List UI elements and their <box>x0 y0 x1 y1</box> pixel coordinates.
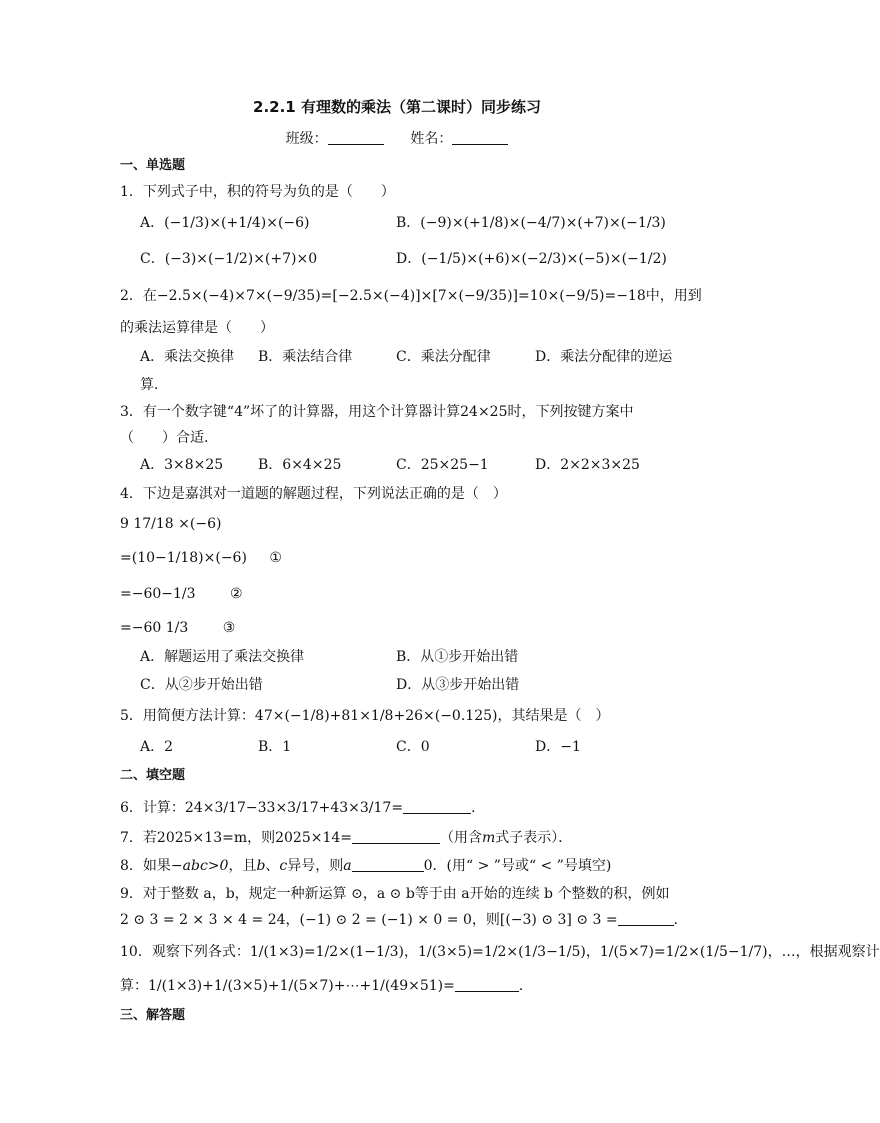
question-8 <box>120 856 611 876</box>
q1-option-a-prefix: A． <box>140 215 165 231</box>
q7-stem-b: ，则 <box>247 830 276 846</box>
q3-expression: 24×25 <box>460 404 508 420</box>
name-label: 姓名： <box>410 131 453 147</box>
q10-stem-b: ，…，根据观察计 <box>767 944 880 960</box>
q10-expression-1: 1/(1×3)=1/2×(1−1/3) <box>249 944 405 960</box>
q7-expression-2: 2025×14= <box>275 830 353 846</box>
q2-expression: −2.5×(−4)×7×(−9/35)=[−2.5×(−4)]×[7×(−9/35)]=10×(−9/5)=−18 <box>156 288 646 304</box>
q10-expression-2: 1/(3×5)=1/2×(1/3−1/5) <box>418 944 586 960</box>
class-blank[interactable] <box>328 130 384 145</box>
q4-step-3-mark: ③ <box>222 620 236 636</box>
q8-stem-d: 0．(用“ > ”号或“ < ”号填空) <box>423 858 612 874</box>
q2-stem-a: 2．在 <box>120 288 157 304</box>
question-5-stem <box>120 706 609 726</box>
q6-expression: 24×3/17−33×3/17+43×3/17= <box>184 800 404 816</box>
q4-option-c[interactable]: C．从②步开始出错 <box>140 677 263 693</box>
q4-option-d[interactable]: D．从③步开始出错 <box>396 677 520 693</box>
question-9-line-2 <box>120 910 688 930</box>
q1-option-b[interactable] <box>396 212 666 234</box>
q2-stem-c: 的乘法运算律是（ ） <box>120 320 274 336</box>
q2-stem-b: 中，用到 <box>645 288 702 304</box>
q7-expression-1: 2025×13=m <box>156 830 248 846</box>
q3-stem-c: （ ）合适． <box>120 430 218 446</box>
q2-option-d-continued: 算． <box>140 377 168 393</box>
class-label: 班级： <box>285 131 328 147</box>
q7-stem-a: 7．若 <box>120 830 157 846</box>
q6-answer-blank[interactable] <box>403 799 471 814</box>
q1-option-b-prefix: B． <box>396 215 421 231</box>
q7-stem-d: 式子表示）． <box>495 830 573 846</box>
q9-line-2-end: ． <box>673 912 688 928</box>
q8-separator: 、 <box>265 858 280 874</box>
q3-option-a[interactable]: A．3×8×25 <box>140 457 224 473</box>
question-2-stem <box>120 286 702 306</box>
q2-option-b[interactable]: B．乘法结合律 <box>258 349 353 365</box>
q3-option-c[interactable]: C．25×25−1 <box>396 457 489 473</box>
q2-option-a[interactable]: A．乘法交换律 <box>140 349 235 365</box>
q4-step-1-expr: =(10−1/18)×(−6) <box>120 550 247 566</box>
q10-stem-a: 10．观察下列各式： <box>120 944 250 960</box>
q1-option-d-expr: (−1/5)×(+6)×(−2/3)×(−5)×(−1/2) <box>421 251 667 267</box>
q8-variable-c: c <box>279 858 288 874</box>
q2-option-c[interactable]: C．乘法分配律 <box>396 349 491 365</box>
question-1-stem: 1．下列式子中，积的符号为负的是（ ） <box>120 184 395 200</box>
page-title: 2.2.1 有理数的乘法（第二课时）同步练习 <box>253 98 541 116</box>
section-heading-solve: 三、解答题 <box>120 1008 186 1023</box>
q5-stem-b: ，其结果是（ ） <box>497 708 610 724</box>
q2-option-d[interactable]: D．乘法分配律的逆运 <box>535 349 673 365</box>
q9-line-2-expr: 2 ⊙ 3 = 2 × 3 × 4 = 24，(−1) ⊙ 2 = (−1) × 0 = 0，则[(−3) ⊙ 3] ⊙ 3 = <box>120 912 618 928</box>
section-heading-fill-blank: 二、填空题 <box>120 768 186 783</box>
q10-expression-3: 1/(5×7)=1/2×(1/5−1/7) <box>599 944 768 960</box>
section-heading-single-choice: 一、单选题 <box>120 158 186 173</box>
q4-step-0: 9 17/18 ×(−6) <box>120 516 222 532</box>
q10-expression-4: 1/(1×3)+1/(3×5)+1/(5×7)+⋯+1/(49×51)= <box>148 978 455 994</box>
q4-step-1 <box>120 548 282 568</box>
q5-option-b[interactable]: B．1 <box>258 739 292 755</box>
q8-stem-b: ，且 <box>228 858 257 874</box>
q10-stem-d: ． <box>518 978 533 994</box>
q1-option-b-expr: (−9)×(+1/8)×(−4/7)×(+7)×(−1/3) <box>420 215 666 231</box>
question-9-line-1: 9．对于整数 a，b，规定一种新运算 ⊙，a ⊙ b等于由 a开始的连续 b 个整数的积，例如 <box>120 886 670 902</box>
question-3-stem <box>120 402 634 422</box>
question-10-line-1: 10．观察下列各式：1/(1×3)=1/2×(1−1/3)，1/(3×5)=1/2×(1/3−1/5)，1/(5×7)=1/2×(1/5−1/7)，…，根据观察计 <box>120 944 880 960</box>
q5-expression: 47×(−1/8)+81×1/8+26×(−0.125) <box>254 708 498 724</box>
student-info <box>0 128 794 148</box>
q4-step-2-mark: ② <box>230 586 243 602</box>
q4-step-2 <box>120 584 243 604</box>
q8-stem-a: 8．如果 <box>120 858 171 874</box>
q9-answer-blank[interactable] <box>618 911 674 926</box>
q1-option-a[interactable] <box>140 212 310 234</box>
q6-stem-a: 6．计算： <box>120 800 185 816</box>
q1-option-d[interactable] <box>396 248 667 270</box>
q4-option-b[interactable]: B．从①步开始出错 <box>396 649 519 665</box>
q3-option-d[interactable]: D．2×2×3×25 <box>535 457 640 473</box>
q8-stem-c: 异号，则 <box>287 858 344 874</box>
name-blank[interactable] <box>452 130 508 145</box>
question-4-stem: 4．下边是嘉淇对一道题的解题过程，下列说法正确的是（ ） <box>120 486 507 502</box>
q5-option-d[interactable]: D．−1 <box>535 739 581 755</box>
q1-option-c-prefix: C． <box>140 251 165 267</box>
q3-stem-a: 3．有一个数字键“4”坏了的计算器，用这个计算器计算 <box>120 404 461 420</box>
q1-option-a-expr: (−1/3)×(+1/4)×(−6) <box>164 215 310 231</box>
q1-option-d-prefix: D． <box>396 251 422 267</box>
q8-answer-blank[interactable] <box>352 857 424 872</box>
q8-variable-a: a <box>343 858 352 874</box>
q7-answer-blank[interactable] <box>352 829 440 844</box>
question-7 <box>120 828 572 848</box>
q4-option-a[interactable]: A．解题运用了乘法交换律 <box>140 649 305 665</box>
q5-stem-a: 5．用简便方法计算： <box>120 708 255 724</box>
q10-answer-blank[interactable] <box>455 977 519 992</box>
q7-stem-c: （用含 <box>440 830 483 846</box>
q5-option-c[interactable]: C．0 <box>396 739 430 755</box>
q4-step-3-expr: =−60 1/3 <box>120 620 189 636</box>
q3-stem-b: 时，下列按键方案中 <box>507 404 634 420</box>
q5-option-a[interactable]: A．2 <box>140 739 174 755</box>
q4-step-1-mark: ① <box>269 550 282 566</box>
q4-step-3 <box>120 618 235 638</box>
question-10-line-2 <box>120 976 533 996</box>
q7-variable-m: m <box>482 830 496 846</box>
q3-option-b[interactable]: B．6×4×25 <box>258 457 342 473</box>
q8-variable-b: b <box>256 858 266 874</box>
q8-expression: −abc>0 <box>170 858 229 874</box>
question-6 <box>120 798 485 818</box>
q6-stem-b: ． <box>471 800 486 816</box>
q10-stem-c: 算： <box>120 978 148 994</box>
q1-option-c[interactable] <box>140 248 317 270</box>
q4-step-2-expr: =−60−1/3 <box>120 586 196 602</box>
q1-option-c-expr: (−3)×(−1/2)×(+7)×0 <box>164 251 318 267</box>
